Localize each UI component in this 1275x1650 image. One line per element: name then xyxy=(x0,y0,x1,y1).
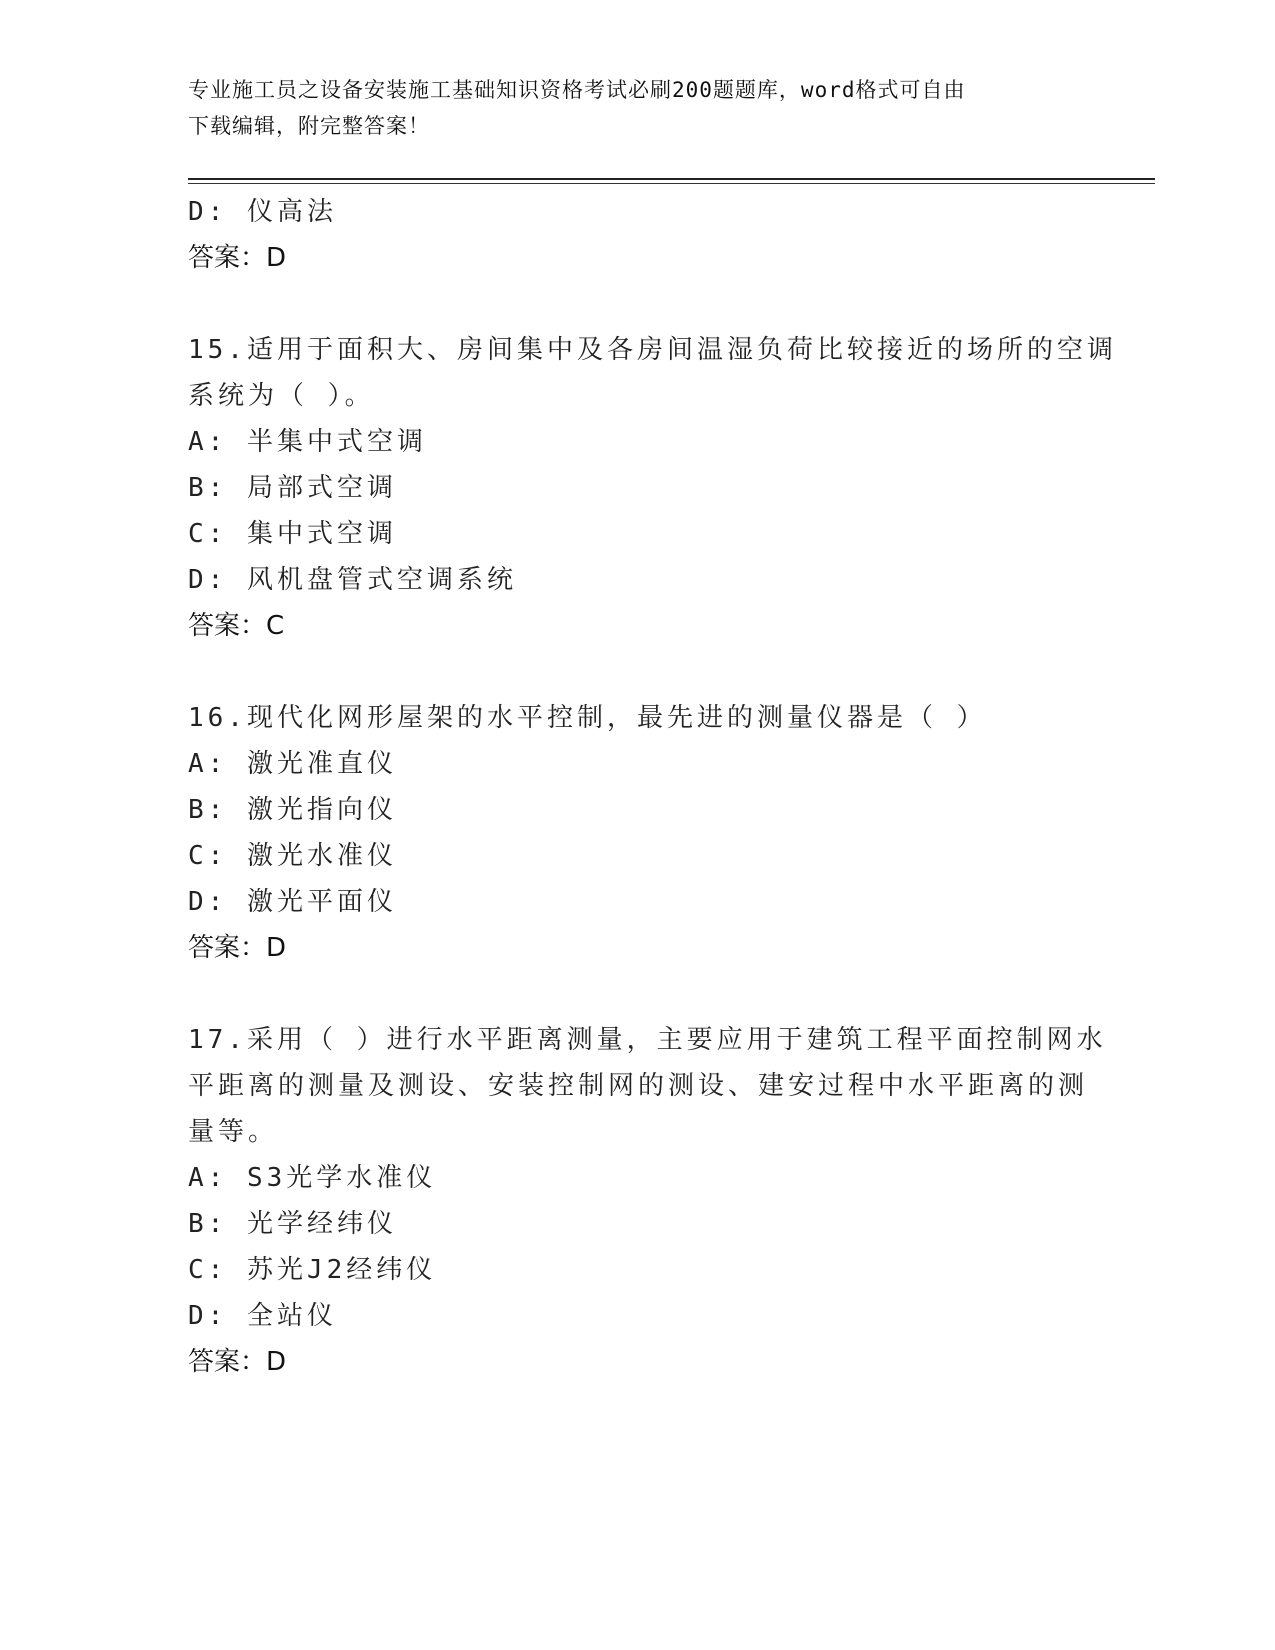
question-17-text-line-2: 平距离的测量及测设、安装控制网的测设、建安过程中水平距离的测 xyxy=(188,1071,1089,1101)
question-15-option-c: C: 集中式空调 xyxy=(188,519,397,549)
question-16-text-line-1: 16.现代化网形屋架的水平控制，最先进的测量仪器是（ ） xyxy=(188,703,987,733)
question-list xyxy=(188,189,1117,1385)
question-16-option-d: D: 激光平面仪 xyxy=(188,887,397,917)
header-line-1: 专业施工员之设备安装施工基础知识资格考试必刷200题题库，word格式可自由 xyxy=(188,78,966,102)
spacer xyxy=(188,971,1088,1017)
spacer xyxy=(188,281,1088,327)
question-15-option-b: B: 局部式空调 xyxy=(188,473,397,503)
question-17-option-c: C: 苏光J2经纬仪 xyxy=(188,1255,437,1285)
question-15 xyxy=(188,327,1117,649)
question-17-text-line-3: 量等。 xyxy=(188,1117,279,1147)
prev-option-d: D: 仪高法 xyxy=(188,197,337,227)
question-15-text-line-2: 系统为（ ）。 xyxy=(188,381,375,411)
question-16-option-a: A: 激光准直仪 xyxy=(188,749,397,779)
header-divider-thick xyxy=(188,178,1155,180)
question-17 xyxy=(188,1017,1107,1385)
question-16-option-c: C: 激光水准仪 xyxy=(188,841,397,871)
question-16 xyxy=(188,695,1088,971)
question-15-option-a: A: 半集中式空调 xyxy=(188,427,427,457)
question-17-option-b: B: 光学经纬仪 xyxy=(188,1209,397,1239)
prev-answer: 答案：D xyxy=(188,243,287,273)
question-15-answer: 答案：C xyxy=(188,611,285,641)
question-17-option-d: D: 全站仪 xyxy=(188,1301,337,1331)
question-17-option-a: A: S3光学水准仪 xyxy=(188,1163,437,1193)
document-header xyxy=(188,72,1088,144)
question-17-text-line-1: 17.采用（ ）进行水平距离测量，主要应用于建筑工程平面控制网水 xyxy=(188,1025,1107,1055)
spacer xyxy=(188,649,1088,695)
header-line-2: 下载编辑，附完整答案！ xyxy=(188,114,430,138)
header-divider-thin xyxy=(188,183,1155,184)
question-15-option-d: D: 风机盘管式空调系统 xyxy=(188,565,517,595)
question-16-option-b: B: 激光指向仪 xyxy=(188,795,397,825)
question-17-answer: 答案：D xyxy=(188,1347,287,1377)
question-15-text-line-1: 15.适用于面积大、房间集中及各房间温湿负荷比较接近的场所的空调 xyxy=(188,335,1117,365)
question-16-answer: 答案：D xyxy=(188,933,287,963)
